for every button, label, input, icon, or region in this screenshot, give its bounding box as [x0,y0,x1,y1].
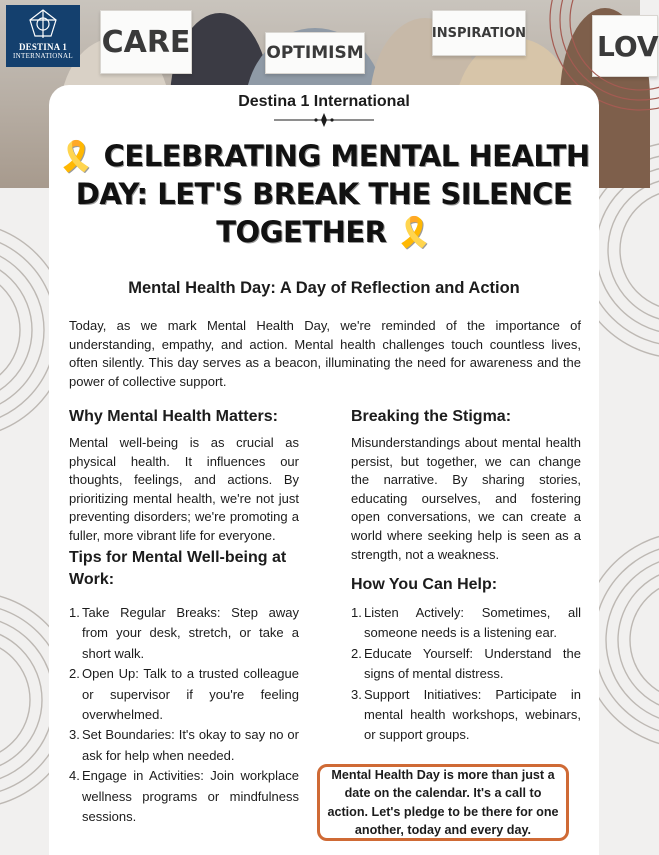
why-paragraph: Mental well-being is as crucial as physical health. It influences our thoughts, feelings, and actions. By prioritizing mental health, we're not just preventing disorders; we're promoting a fuller, more vibrant life for everyone. [69,435,299,543]
tips-heading: Tips for Mental Well-being at Work: [69,549,287,588]
lov-sign: LOV [592,15,658,77]
company-logo [6,5,80,67]
page-title: 🎗️ CELEBRATING MENTAL HEALTH DAY: LET'S BREAK THE SILENCE TOGETHER 🎗️ [58,139,590,249]
logo-name: DESTINA 1 [18,42,68,52]
stigma-heading: Breaking the Stigma: [351,408,512,425]
care-sign: CARE [100,10,192,74]
list-item: 3. Support Initiatives: Participate in mental health workshops, webinars, or support groups. [351,686,581,743]
list-item: 3. Set Boundaries: It's okay to say no or ask for help when needed. [69,727,299,763]
logo-subtitle: INTERNATIONAL [13,52,73,60]
brand-name: Destina 1 International [238,93,410,110]
list-item: 4. Engage in Activities: Join workplace wellness programs or mindfulness sessions. [69,768,299,825]
compass-icon [28,8,58,40]
callout-text: Mental Health Day is more than just a date on the calendar. It's a call to action. Let's pledge to be there for one another, today and every day. [327,767,559,837]
why-heading: Why Mental Health Matters: [69,408,278,425]
list-item: 2. Educate Yourself: Understand the signs of mental distress. [351,645,581,682]
help-heading: How You Can Help: [351,576,498,593]
intro-paragraph: Today, as we mark Mental Health Day, we're reminded of the importance of understanding, empathy, and action. Mental health challenges touch countless lives, often silently. This day serves as a beacon, illuminating the need for awareness and the power of collective support. [69,318,581,389]
list-item: 1. Listen Actively: Sometimes, all someone needs is a listening ear. [351,605,581,641]
optimism-sign: OPTIMISM [265,32,365,74]
section-subtitle: Mental Health Day: A Day of Reflection and Action [128,279,520,297]
help-list [351,603,581,746]
list-item: 2. Open Up: Talk to a trusted colleague or supervisor if you're feeling overwhelmed. [69,666,299,723]
stigma-paragraph: Misunderstandings about mental health persist, but together, we can change the narrative. By sharing stories, educating ourselves, and fostering open conversations, we can create a world where seeking help is seen as a strength, not a weakness. [351,435,581,562]
inspiration-sign: INSPIRATION [432,10,526,56]
callout-box [317,764,569,841]
content-card [49,85,599,855]
tips-list [69,603,299,827]
ornament-divider [274,113,374,127]
list-item: 1. Take Regular Breaks: Step away from your desk, stretch, or take a short walk. [69,605,299,661]
